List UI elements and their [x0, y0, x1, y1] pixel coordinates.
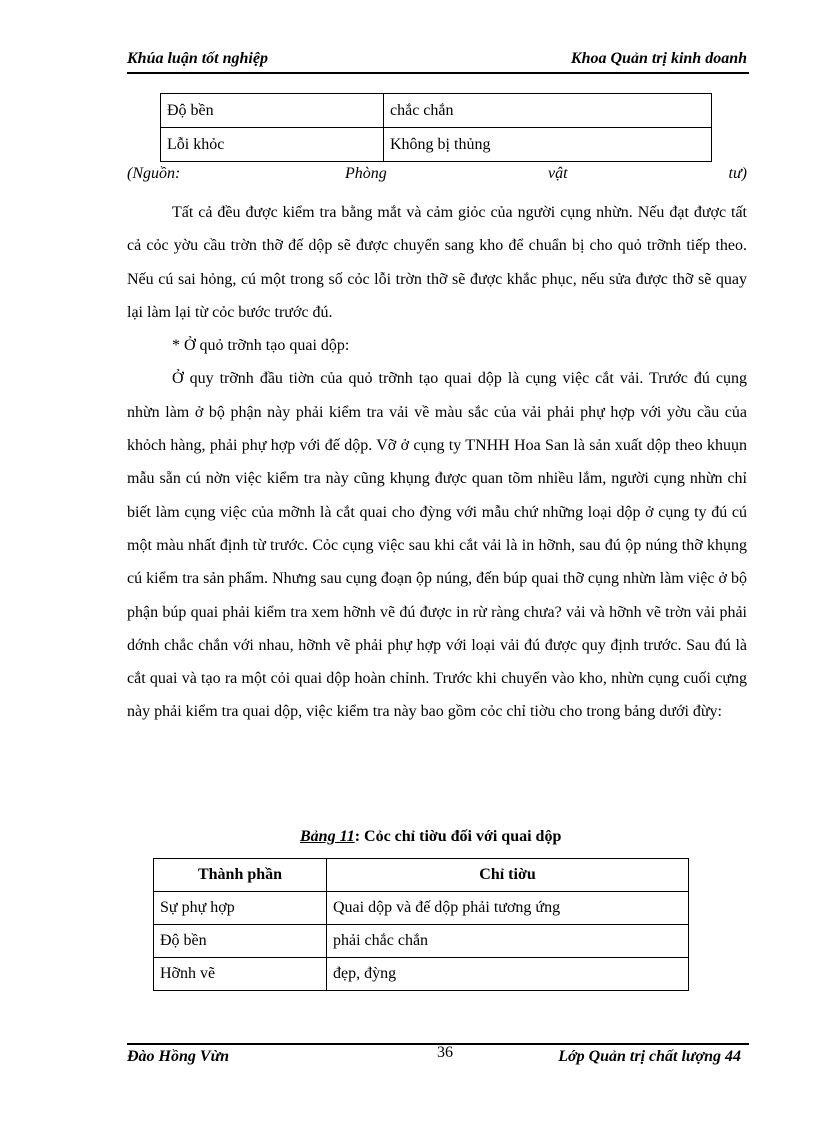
- table-cell: Không bị thủng: [384, 128, 712, 162]
- table-cell: Quai dộp và đế dộp phải tương ứng: [327, 892, 689, 925]
- table-caption-text: : Cỏc chỉ tiờu đối với quai dộp: [354, 828, 562, 845]
- header-thesis-title: Khúa luận tốt nghiệp: [127, 50, 268, 67]
- table-cell: đẹp, đỳng: [327, 958, 689, 991]
- header-rule: [127, 72, 749, 74]
- footer-author: Đào Hồng Vừn: [127, 1048, 230, 1065]
- table-row: [161, 94, 712, 128]
- source-word: vật: [548, 165, 568, 182]
- header-faculty: Khoa Quản trị kinh doanh: [570, 50, 747, 67]
- table-cell: Sự phự hợp: [154, 892, 327, 925]
- table-cell: phải chắc chắn: [327, 925, 689, 958]
- body-text: [127, 196, 747, 729]
- source-word: (Nguồn:: [127, 165, 181, 182]
- table-cell: Độ bền: [161, 94, 384, 128]
- source-word: Phòng: [345, 165, 387, 182]
- table-cell: Độ bền: [154, 925, 327, 958]
- table-header-row: [154, 859, 689, 892]
- table-row: [154, 925, 689, 958]
- table-row: [161, 128, 712, 162]
- footer-class: Lớp Quản trị chất lượng 44: [558, 1048, 741, 1065]
- page-header: [127, 48, 747, 72]
- table-header-cell: Thành phần: [154, 859, 327, 892]
- table-caption-label: Bảng 11: [300, 828, 355, 845]
- source-note: [127, 165, 747, 187]
- table-caption: [300, 828, 561, 846]
- criteria-table-top: [160, 93, 712, 162]
- paragraph: Tất cả đều được kiểm tra bằng mắt và cảm giỏc của người cụng nhừn. Nếu đạt được tất cả cỏc yờu cầu trờn thỡ đế dộp sẽ được chuyển sang kho để chuẩn bị cho quỏ trỡnh tiếp theo. Nếu cú sai hỏng, cú một trong số cỏc lỗi trờn thỡ sẽ được khắc phục, nếu sửa được thỡ sẽ quay lại làm lại từ cỏc bước trước đú.: [127, 204, 747, 321]
- table-header-cell: Chỉ tiờu: [327, 859, 689, 892]
- paragraph: * Ở quỏ trỡnh tạo quai dộp:: [172, 337, 350, 355]
- page-footer: [127, 1044, 747, 1072]
- paragraph: Ở quy trỡnh đầu tiờn của quỏ trỡnh tạo quai dộp là cụng việc cắt vải. Trước đú cụng nhừn làm ở bộ phận này phải kiểm tra vải về màu sắc của vải phải phự hợp với yờu cầu của khỏch hàng, phải phự hợp với đế dộp. Vỡ ở cụng ty TNHH Hoa San là sản xuất dộp theo khuụn mẫu sẵn cú nờn việc kiểm tra này cũng khụng được quan tõm nhiều lắm, người cụng nhừn chỉ biết làm cụng việc của mỡnh là cắt quai cho đỳng với mẫu chứ những loại dộp ở cụng ty đú cú một màu nhất định từ trước. Cỏc cụng việc sau khi cắt vải là in hỡnh, sau đú ộp núng thỡ khụng cú kiểm tra sản phẩm. Nhưng sau cụng đoạn ộp núng, đến búp quai thỡ cụng nhừn làm việc ở bộ phận búp quai phải kiểm tra xem hỡnh vẽ đú được in rừ ràng chưa? vải và hỡnh vẽ trờn vải phải dớnh chắc chắn với nhau, hỡnh vẽ phải phự hợp với loại vải đú được quy định trước. Sau đú là cắt quai và tạo ra một cỏi quai dộp hoàn chỉnh. Trước khi chuyển vào kho, nhừn cụng cuối cựng này phải kiểm tra quai dộp, việc kiểm tra này bao gồm cỏc chỉ tiờu cho trong bảng dưới đừy:: [127, 370, 747, 721]
- table-cell: Hỡnh vẽ: [154, 958, 327, 991]
- source-word: tư): [728, 165, 747, 182]
- criteria-table-bottom: [153, 858, 689, 991]
- table-row: [154, 958, 689, 991]
- table-row: [154, 892, 689, 925]
- table-cell: chắc chắn: [384, 94, 712, 128]
- page-number: 36: [437, 1044, 453, 1061]
- table-cell: Lỗi khỏc: [161, 128, 384, 162]
